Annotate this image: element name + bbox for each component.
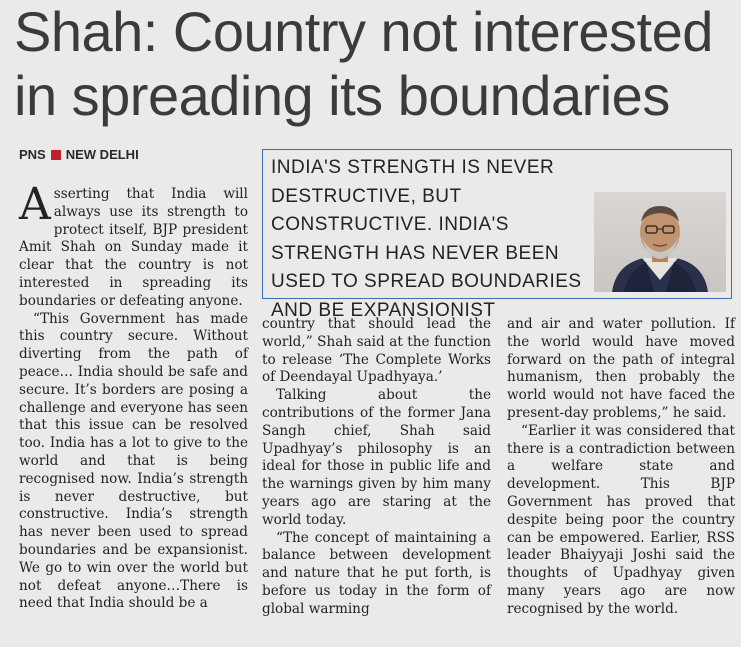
- article-paragraph: Talking about the contributions of the former Jana Sangh chief, Shah said Upadhyay’s philosophy is an ideal for those in public life and the warnings given by him many years ago are staring at the world today.: [262, 387, 491, 528]
- dropcap: A: [19, 179, 51, 230]
- article-column-2: [262, 316, 491, 619]
- agency-label: PNS: [19, 147, 46, 162]
- article-column-3: [507, 316, 735, 619]
- paragraph-text: sserting that India will always use its strength to protect itself, BJP president Amit Shah on Sunday made it clear that the country is not interested in spreading its boundaries or defeating anyone.: [19, 186, 248, 309]
- dateline: [19, 147, 139, 162]
- article-paragraph: and air and water pollution. If the world would have moved forward on the path of integral humanism, then probably the world would not have faced the present-day problems,” he said.: [507, 316, 735, 421]
- pull-quote-box: [262, 149, 732, 321]
- article-paragraph: “The concept of maintaining a balance between development and nature that he put forth, is before us today in the form of global warming: [262, 529, 491, 617]
- article-paragraph: [19, 179, 248, 311]
- article-column-1: [19, 179, 248, 613]
- article-paragraph: “This Government has made this country secure. Without diverting from the path of peace… India should be safe and secure. It’s borders are posing a challenge and everyone has seen that this issue can be resolved too. India has a lot to give to the world and that is being recognised now. India’s strength is never destructive, but constructive. India’s strength has never been used to spread boundaries and be expansionist. We go to win over the world but not defeat anyone…There is need that India should be a: [19, 310, 248, 612]
- portrait-photo: [594, 192, 726, 292]
- headline: Shah: Country not interested in spreading its boundaries: [14, 0, 713, 127]
- red-square-icon: [51, 150, 61, 160]
- place-label: NEW DELHI: [65, 147, 139, 162]
- portrait-illustration: [594, 192, 726, 292]
- article-paragraph: “Earlier it was considered that there is a contradiction between a welfare state and development. This BJP Government has proved that despite being poor the country can be empowered. Earlier, RSS leader Bhaiyyaji Joshi said the thoughts of Upadhyay given many years ago are now recognised by the world.: [507, 422, 735, 617]
- article-paragraph: country that should lead the world,” Shah said at the function to release ‘The Complete Works of Deendayal Upadhyaya.’: [262, 316, 491, 386]
- pull-quote-text: INDIA'S STRENGTH IS NEVER DESTRUCTIVE, BUT CONSTRUCTIVE. INDIA'S STRENGTH HAS NEVER BEEN USED TO SPREAD BOUNDARIES AND BE EXPANSIONIST: [271, 157, 582, 321]
